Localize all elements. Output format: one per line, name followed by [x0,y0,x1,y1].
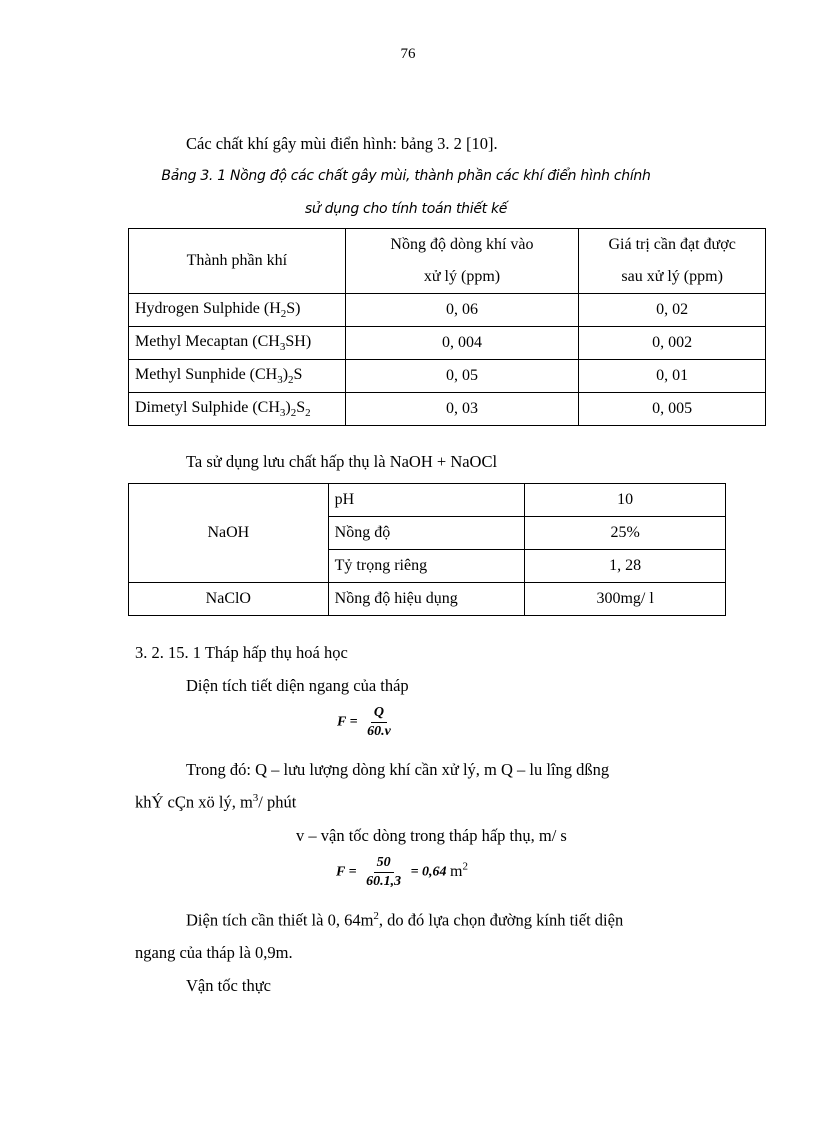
gas-inlet-value: 0, 004 [345,327,579,360]
formula-fraction [363,855,404,890]
intro-text: Các chất khí gây mùi điển hình: bảng 3. 2 [10]. [186,134,498,153]
paragraph-where-line-1: Trong đó: Q – lưu lượng dòng khí cần xử lý, m Q – lu lîng dßng [186,760,610,779]
paragraph-velocity: v – vận tốc dòng trong tháp hấp thụ, m/ s [296,826,567,845]
table-row [129,294,766,327]
header-target [579,229,766,294]
table-caption-line-1: Bảng 3. 1 Nồng độ các chất gây mùi, thành phần các khí điển hình chính [161,168,651,184]
header-inlet-line-2: xử lý (ppm) [423,268,501,285]
formula-numerator: Q [371,705,387,723]
gas-inlet-value: 0, 03 [345,393,579,426]
paragraph-result-line-1: Diện tích cần thiết là 0, $64m^2$, do đó lựa chọn đường kính tiết diện [186,910,624,930]
table-row [129,327,766,360]
section-heading: 3. 2. 15. 1 Tháp hấp thụ hoá học [135,643,348,662]
gas-name: Methyl Mecaptan $(CH_3SH)$ [129,327,346,360]
table-caption-line-2: sử dụng cho tính toán thiết kế [304,201,508,217]
paragraph-area: Diện tích tiết diện ngang của tháp [186,676,409,695]
absorbent-intro: Ta sử dụng lưu chất hấp thụ là NaOH + NaOCl [186,452,498,471]
table-row [129,484,726,517]
gas-target-value: 0, 01 [579,360,766,393]
header-inlet [345,229,579,294]
property-value: 10 [525,484,726,517]
paragraph-where-line-2: khÝ cÇn xö lý, $m^3/$ phút [135,792,297,812]
paragraph-result-line-2: ngang của tháp là 0,9m. [135,943,293,962]
formula-lhs: F = [337,714,358,730]
formula-unit: $m^2$ [450,860,468,880]
formula-denominator: 60.1,3 [366,874,402,889]
table-row [129,360,766,393]
naoh-label: NaOH [129,484,329,583]
gas-name: Methyl Sunphide $(CH_3)_2S$ [129,360,346,393]
naclo-label: NaClO [129,583,329,616]
property-value: 25% [525,517,726,550]
header-inlet-line-1: Nồng độ dòng khí vào [390,236,534,253]
header-component: Thành phần khí [129,229,346,294]
header-target-line-1: Giá trị cần đạt được [608,236,736,253]
gas-inlet-value: 0, 05 [345,360,579,393]
property-value: 300mg/ l [525,583,726,616]
property-label: Nồng độ hiệu dụng [328,583,525,616]
paragraph-actual-velocity: Vận tốc thực [186,976,271,995]
page-number: 76 [400,46,416,62]
header-target-line-2: sau xử lý (ppm) [621,268,723,285]
gas-target-value: 0, 005 [579,393,766,426]
table-row [129,583,726,616]
formula-denominator: 60.v [367,724,391,739]
formula-result: = 0,64 [410,864,447,880]
formula-lhs: F = [336,864,357,880]
gas-composition-table [128,228,766,426]
formula-fraction [364,705,394,740]
table-row [129,393,766,426]
absorbent-table [128,483,726,616]
gas-name: Hydrogen Sulphide $(H_2S)$ [129,294,346,327]
gas-target-value: 0, 002 [579,327,766,360]
formula-area [337,705,397,740]
property-label: Tỷ trọng riêng [328,550,525,583]
gas-target-value: 0, 02 [579,294,766,327]
table-header-row [129,229,766,294]
formula-numerator: 50 [374,855,394,873]
gas-name: Dimetyl Sulphide $(CH_3)_2S_2$ [129,393,346,426]
gas-inlet-value: 0, 06 [345,294,579,327]
formula-area-value [336,855,468,890]
property-label: Nồng độ [328,517,525,550]
property-value: 1, 28 [525,550,726,583]
property-label: pH [328,484,525,517]
